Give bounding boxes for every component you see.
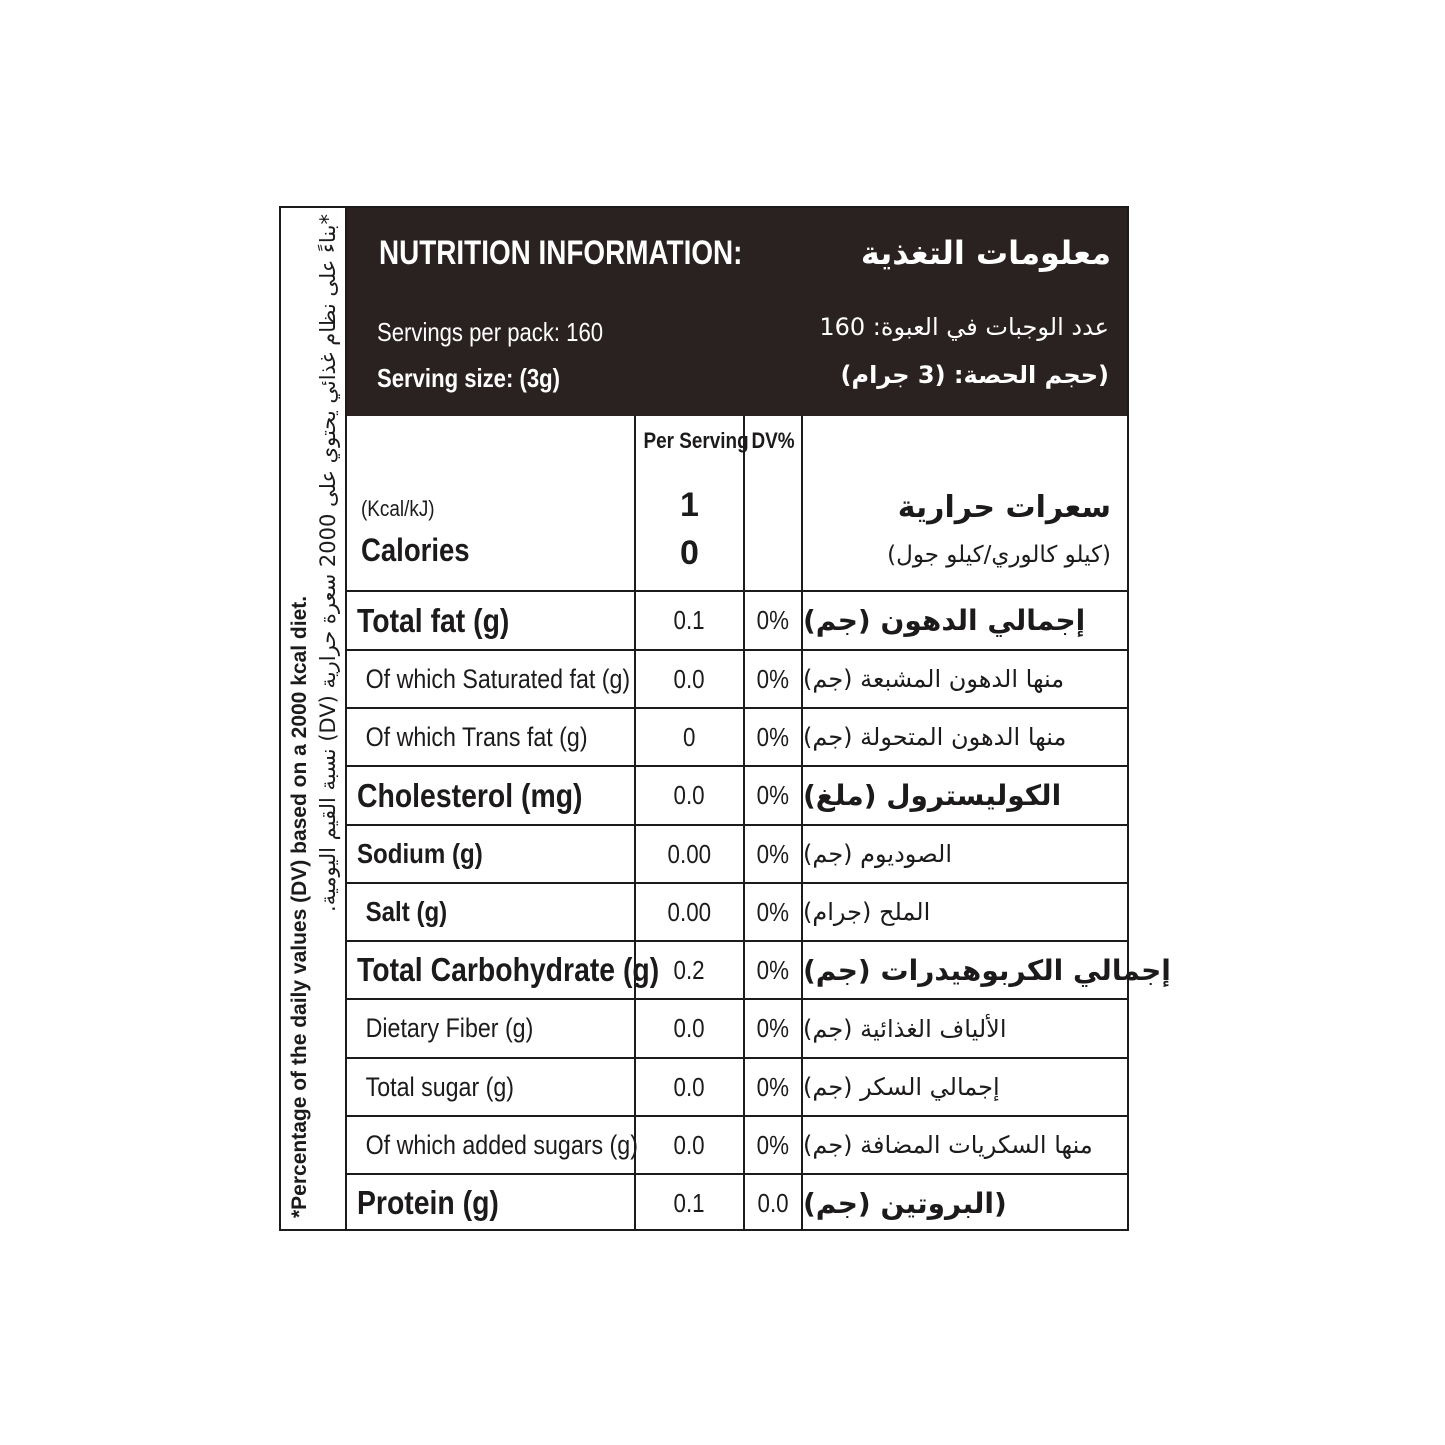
nutrient-name-en: Of which Trans fat (g) (365, 721, 588, 752)
per-serving-value: 0.0 (673, 1129, 706, 1160)
per-serving-value: 0.00 (667, 838, 712, 869)
nutrient-name-ar: (البروتين (جم) (803, 1186, 1007, 1220)
per-serving-value: 0.0 (673, 1013, 706, 1043)
nutrient-name-en: Of which Saturated fat (g) (365, 663, 631, 694)
nutrient-row (347, 1173, 1127, 1231)
nutrient-row (347, 765, 1127, 824)
nutrition-label (279, 206, 1171, 1231)
per-serving-value: 0.2 (673, 954, 706, 985)
nutrition-table (347, 416, 1171, 1229)
nutrient-row (347, 824, 1127, 882)
dv-footnote-en: *Percentage of the daily values (DV) based on a 2000 kcal diet. (288, 595, 311, 1218)
nutrient-name-ar: إجمالي الكربوهيدرات (جم) (803, 953, 1171, 987)
per-serving-value: 0.0 (673, 1071, 706, 1102)
nutrient-row (347, 707, 1127, 765)
nutrient-name-ar: الصوديوم (جم) (803, 840, 952, 868)
calories-row (347, 416, 1127, 590)
title-en: NUTRITION INFORMATION: (379, 234, 743, 272)
title-ar: معلومات التغذية (860, 234, 1111, 272)
serving-size-ar: (حجم الحصة: (3 جرام) (840, 361, 1109, 389)
dv-value: 0% (756, 1129, 790, 1160)
nutrient-name-ar: منها الدهون المتحولة (جم) (803, 723, 1067, 751)
nutrient-name-ar: منها السكريات المضافة (جم) (803, 1131, 1093, 1159)
nutrient-row (347, 882, 1127, 940)
dv-footnote (281, 208, 347, 1229)
calories-label-ar: سعرات حرارية (897, 490, 1111, 525)
label-header (347, 208, 1127, 416)
nutrient-row (347, 1057, 1127, 1115)
nutrient-name-ar: الملح (جرام) (803, 898, 931, 926)
per-serving-value: 0.0 (673, 780, 706, 810)
per-serving-header: Per Serving (643, 428, 749, 453)
dv-value: 0% (756, 954, 790, 985)
dv-value: 0% (756, 1013, 790, 1043)
nutrient-name-en: Dietary Fiber (g) (365, 1013, 534, 1043)
per-serving-value: 0.00 (667, 896, 712, 927)
nutrient-name-en: Salt (g) (365, 896, 448, 927)
serving-size-en: Serving size: (3g) (377, 363, 560, 393)
nutrient-row (347, 940, 1171, 998)
dv-footnote-ar: *بناءً على نظام غذائي يحتوي على 2000 سعرة حرارية (DV) نسبة القيم اليومية. (316, 214, 340, 912)
per-serving-value: 0.1 (673, 1187, 706, 1218)
nutrient-name-ar: الكوليسترول (ملغ) (803, 779, 1062, 812)
nutrient-name-ar: منها الدهون المشبعة (جم) (803, 665, 1065, 693)
nutrient-row (347, 590, 1127, 649)
per-serving-value: 0.1 (673, 605, 706, 635)
nutrient-name-en: Total fat (g) (357, 601, 510, 639)
dv-value: 0% (756, 780, 790, 810)
nutrient-name-en: Total sugar (g) (365, 1071, 515, 1102)
nutrient-name-en: Of which added sugars (g) (365, 1129, 638, 1160)
nutrient-row (347, 649, 1127, 707)
nutrient-name-ar: إجمالي السكر (جم) (803, 1073, 1000, 1101)
dv-value: 0% (756, 605, 790, 635)
dv-value: 0% (756, 721, 790, 752)
nutrient-name-ar: إجمالي الدهون (جم) (803, 604, 1086, 637)
nutrient-name-en: Protein (g) (357, 1184, 499, 1221)
nutrient-row (347, 1115, 1127, 1173)
nutrient-name-en: Cholesterol (mg) (357, 776, 583, 814)
calories-label-en: Calories (361, 532, 470, 568)
per-serving-value: 0 (683, 721, 696, 752)
calories-unit-ar: (كيلو كالوري/كيلو جول) (887, 542, 1111, 568)
dv-value: 0.0 (757, 1187, 789, 1218)
calories-unit-en: (Kcal/kJ) (361, 496, 435, 521)
servings-per-pack-en: Servings per pack: 160 (377, 317, 604, 347)
dv-value: 0% (756, 838, 790, 869)
nutrient-name-ar: الألياف الغذائية (جم) (803, 1014, 1007, 1043)
calories-kj-value: 0 (680, 534, 699, 572)
dv-value: 0% (756, 663, 790, 694)
nutrient-row (347, 998, 1127, 1057)
dv-value: 0% (756, 896, 790, 927)
per-serving-value: 0.0 (673, 663, 706, 694)
servings-per-pack-ar: عدد الوجبات في العبوة: 160 (819, 313, 1109, 341)
calories-kcal-value: 1 (680, 486, 699, 524)
nutrient-name-en: Total Carbohydrate (g) (357, 951, 660, 988)
dv-value: 0% (756, 1071, 790, 1102)
nutrient-name-en: Sodium (g) (357, 838, 483, 869)
dv-header: DV% (751, 428, 795, 453)
